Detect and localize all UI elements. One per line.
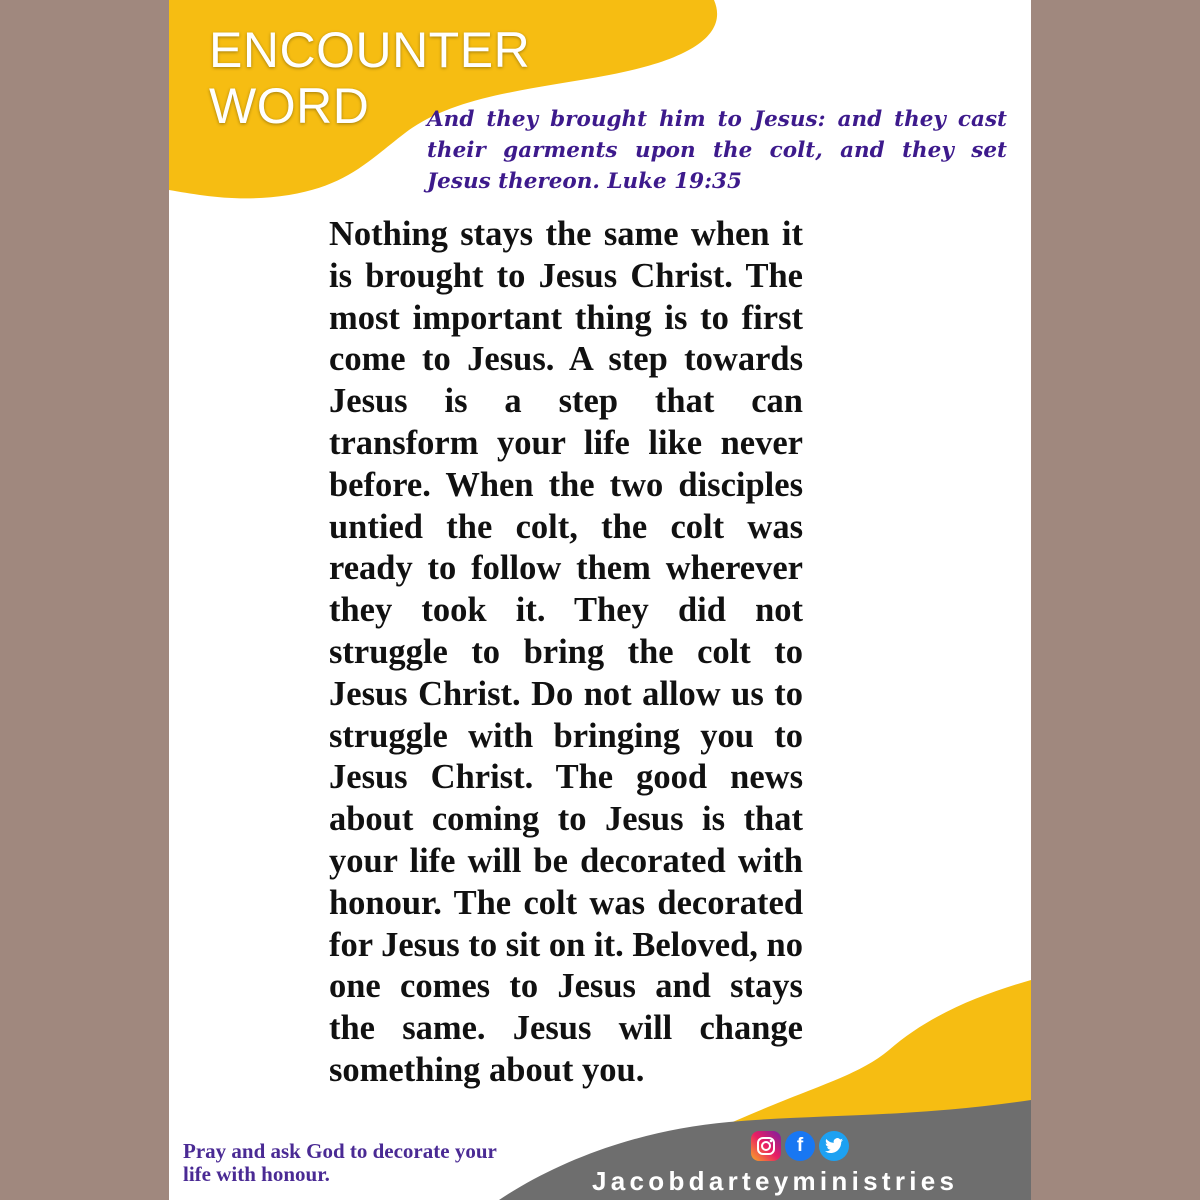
- prayer-prompt: Pray and ask God to decorate your life with honour.: [183, 1139, 497, 1186]
- social-icons: [751, 1131, 849, 1161]
- ministry-handle[interactable]: Jacobdarteyministries: [592, 1166, 959, 1196]
- twitter-icon[interactable]: [819, 1131, 849, 1161]
- devotional-body: Nothing stays the same when it is brought to Jesus Christ. The most important thing is to first come to Jesus. A step towards Jesus is a step that can transform your life like never before. When the two disciples untied the colt, the colt was ready to follow them wherever they took it. They did not struggle to bring the colt to Jesus Christ. Do not allow us to struggle with bringing you to Jesus Christ. The good news about coming to Jesus is that your life will be decorated with honour. The colt was decorated for Jesus to sit on it. Beloved, no one comes to Jesus and stays the same. Jesus will change something about you.: [329, 215, 803, 1089]
- post-card: [169, 0, 1031, 1200]
- scripture-verse: And they brought him to Jesus: and they cast their garments upon the colt, and they set Jesus thereon. Luke 19:35: [427, 107, 1007, 194]
- title-line-2: WORD: [209, 78, 370, 134]
- facebook-icon[interactable]: f: [785, 1131, 815, 1161]
- instagram-icon[interactable]: [751, 1131, 781, 1161]
- title-line-1: ENCOUNTER: [209, 22, 531, 78]
